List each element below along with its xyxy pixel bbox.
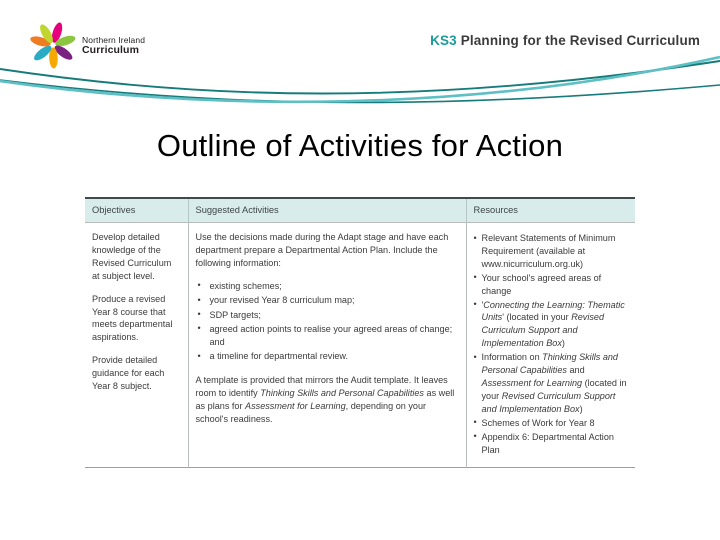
banner-title-rest: Planning for the Revised Curriculum xyxy=(456,33,700,48)
outline-of-activities-table xyxy=(85,197,635,468)
list-item: • Schemes of Work for Year 8 xyxy=(474,417,629,430)
list-item: • Information on Thinking Skills and Personal Capabilities and Assessment for Learning (located in your Revised Curriculum Support and Implementation Box) xyxy=(474,351,629,416)
activities-table-wrapper xyxy=(85,197,635,468)
list-item: • a timeline for departmental review. xyxy=(196,350,459,363)
banner-title xyxy=(430,33,700,48)
cell-objectives xyxy=(85,223,188,468)
list-item: • SDP targets; xyxy=(196,309,459,322)
column-header-suggested-activities: Suggested Activities xyxy=(188,198,466,223)
list-item: • your revised Year 8 curriculum map; xyxy=(196,294,459,307)
cell-suggested-activities xyxy=(188,223,466,468)
page-title: Outline of Activities for Action xyxy=(156,128,564,163)
activities-bullet-list xyxy=(196,280,459,363)
objective-item: Develop detailed knowledge of the Revised Curriculum at subject level. xyxy=(92,232,172,281)
list-item: • Your school's agreed areas of change xyxy=(474,272,629,298)
banner-ks3-accent: KS3 xyxy=(430,33,457,48)
list-item: • Appendix 6: Departmental Action Plan xyxy=(474,431,629,457)
table-row xyxy=(85,223,635,468)
activities-intro-text: Use the decisions made during the Adapt stage and have each department prepare a Departmental Action Plan. Include the following information: xyxy=(195,232,449,268)
objective-item: Provide detailed guidance for each Year 8 subject. xyxy=(92,355,165,392)
list-item: • agreed action points to realise your agreed areas of change; and xyxy=(196,323,459,349)
logo-wordmark xyxy=(82,34,145,56)
slide-header xyxy=(0,0,720,115)
list-item: • existing schemes; xyxy=(196,280,459,293)
column-header-objectives: Objectives xyxy=(85,198,188,223)
decorative-swoosh-curves xyxy=(0,55,720,115)
table-header-row xyxy=(85,198,635,223)
activities-template-note: A template is provided that mirrors the Audit template. It leaves room to identify Thinking Skills and Personal Capabilities as well as plans for Assessment for Learning, depending on your school's readiness. xyxy=(195,375,455,424)
cell-resources xyxy=(466,223,635,468)
list-item: • 'Connecting the Learning: Thematic Units' (located in your Revised Curriculum Support and Implementation Box) xyxy=(474,299,629,351)
logo-line-northern-ireland: Northern Ireland xyxy=(82,35,146,46)
list-item: • Relevant Statements of Minimum Requirement (available at www.nicurriculum.org.uk) xyxy=(474,232,629,271)
resources-bullet-list xyxy=(474,232,629,456)
column-header-resources: Resources xyxy=(466,198,635,223)
logo-line-curriculum: Curriculum xyxy=(82,43,140,56)
objective-item: Produce a revised Year 8 course that meets departmental aspirations. xyxy=(92,293,173,343)
